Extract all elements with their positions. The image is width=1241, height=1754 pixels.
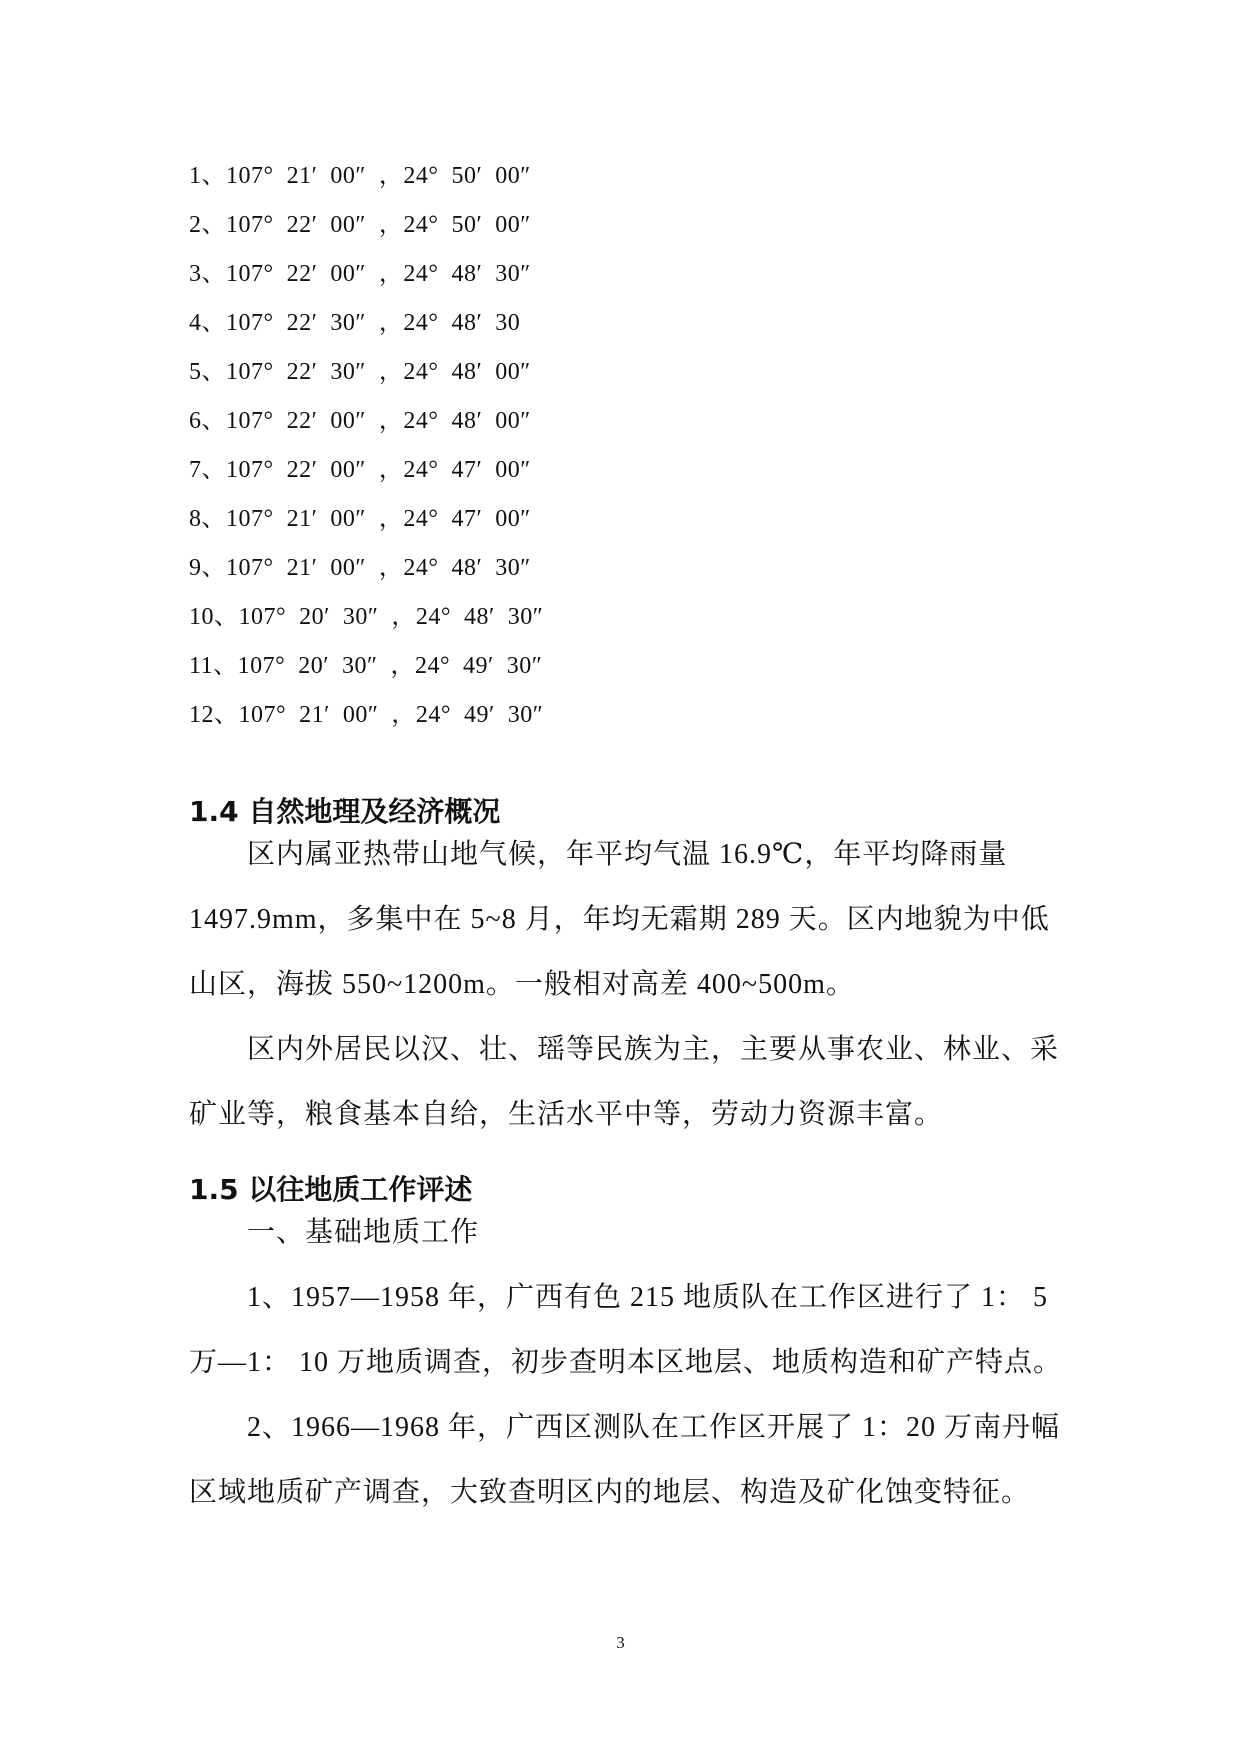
section-heading-1-5: 1.5 以往地质工作评述 <box>189 1173 473 1206</box>
coordinate-item: 7、107° 22′ 00″ ，24° 47′ 00″ <box>189 457 531 483</box>
coordinate-item: 5、107° 22′ 30″ ，24° 48′ 00″ <box>189 359 531 385</box>
coordinate-item: 9、107° 21′ 00″ ，24° 48′ 30″ <box>189 555 531 581</box>
coordinate-item: 1、107° 21′ 00″ ，24° 50′ 00″ <box>189 163 531 189</box>
population-paragraph <box>189 1017 1061 1147</box>
paragraph-line: 区内属亚热带山地气候，年平均气温 16.9℃，年平均降雨量 <box>247 839 1008 870</box>
paragraph-line: 1、1957—1958 年，广西有色 215 地质队在工作区进行了 1： 5 <box>247 1282 1049 1313</box>
paragraph-line: 区内外居民以汉、壮、瑶等民族为主，主要从事农业、林业、采 <box>247 1034 1060 1065</box>
paragraph-line: 矿业等，粮食基本自给，生活水平中等，劳动力资源丰富。 <box>189 1099 944 1130</box>
coordinate-item: 10、107° 20′ 30″ ，24° 48′ 30″ <box>189 604 544 630</box>
coordinate-item: 6、107° 22′ 00″ ，24° 48′ 00″ <box>189 408 531 434</box>
work-item-1 <box>189 1265 1061 1395</box>
section-heading-1-4: 1.4 自然地理及经济概况 <box>189 795 501 828</box>
climate-paragraph <box>189 822 1061 1017</box>
paragraph-line: 1497.9mm，多集中在 5~8 月，年均无霜期 289 天。区内地貌为中低 <box>189 904 1050 935</box>
coordinate-item: 12、107° 21′ 00″ ，24° 49′ 30″ <box>189 702 544 728</box>
coordinate-item: 11、107° 20′ 30″ ，24° 49′ 30″ <box>189 653 543 679</box>
coordinate-item: 3、107° 22′ 00″ ，24° 48′ 30″ <box>189 261 531 287</box>
paragraph-line: 万—1： 10 万地质调查，初步查明本区地层、地质构造和矿产特点。 <box>189 1347 1063 1378</box>
coordinate-item: 4、107° 22′ 30″ ，24° 48′ 30 <box>189 310 521 336</box>
paragraph-line: 山区，海拔 550~1200m。一般相对高差 400~500m。 <box>189 969 855 1000</box>
subheading-line: 一、基础地质工作 <box>247 1217 480 1248</box>
coordinate-item: 2、107° 22′ 00″ ，24° 50′ 00″ <box>189 212 531 238</box>
work-item-2 <box>189 1395 1061 1525</box>
coordinate-item: 8、107° 21′ 00″ ，24° 47′ 00″ <box>189 506 531 532</box>
paragraph-line: 区域地质矿产调查，大致查明区内的地层、构造及矿化蚀变特征。 <box>189 1477 1031 1508</box>
paragraph-line: 2、1966—1968 年，广西区测队在工作区开展了 1：20 万南丹幅 <box>247 1412 1061 1443</box>
basic-geology-subheading <box>189 1200 1061 1265</box>
coordinate-list <box>189 158 889 746</box>
page-number: 3 <box>616 1633 625 1652</box>
